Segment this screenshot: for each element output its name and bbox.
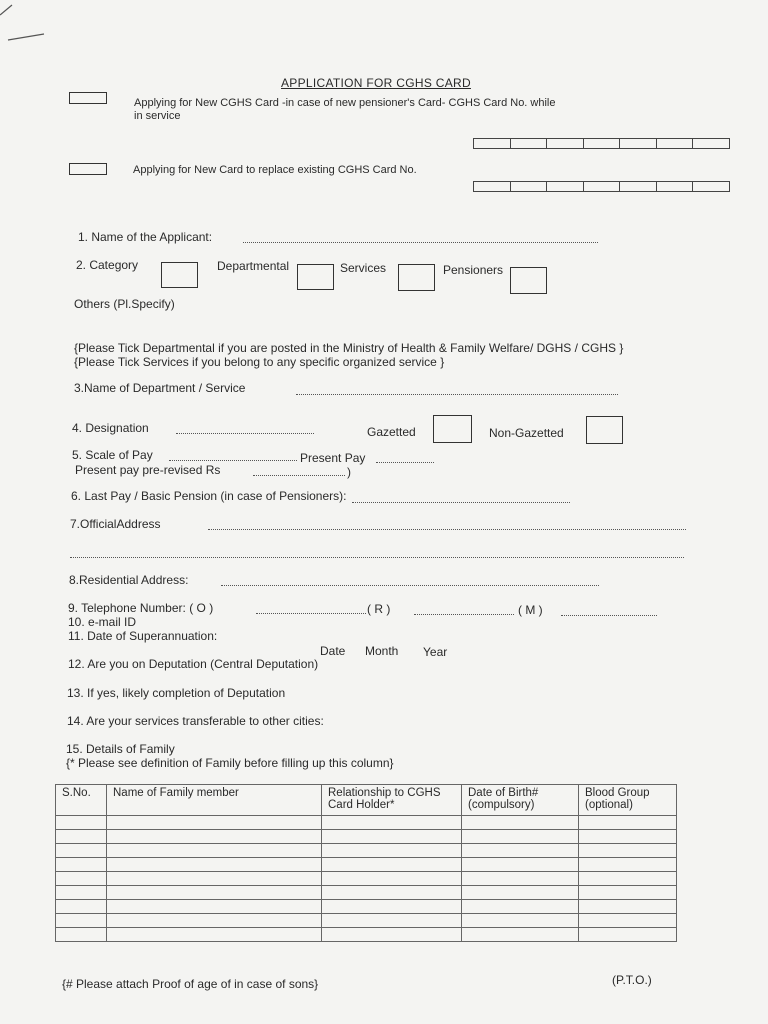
pre-revised-pay-input[interactable] [253, 475, 345, 476]
col-sno: S.No. [56, 785, 107, 816]
cat-services: Services [340, 261, 387, 275]
category-box-1[interactable] [161, 262, 198, 288]
q8-label: 8.Residential Address: [69, 573, 189, 587]
residential-address-input[interactable] [221, 585, 599, 586]
q2-label: 2. Category [76, 258, 139, 272]
table-row[interactable] [56, 844, 677, 858]
scan-mark-icon [0, 0, 60, 50]
q5a-label: 5. Scale of Pay [72, 448, 153, 462]
replace-card-checkbox[interactable] [69, 163, 107, 175]
q15-label: 15. Details of Family [66, 742, 175, 756]
table-row[interactable] [56, 816, 677, 830]
table-row[interactable] [56, 858, 677, 872]
official-address-input-2[interactable] [70, 557, 684, 558]
name-input[interactable] [243, 242, 598, 243]
q14-label: 14. Are your services transferable to other cities: [67, 714, 324, 728]
table-row[interactable] [56, 928, 677, 942]
table-row[interactable] [56, 914, 677, 928]
cat-others: Others (Pl.Specify) [74, 297, 175, 311]
q5b-label: Present pay pre-revised Rs [75, 463, 221, 477]
table-row[interactable] [56, 886, 677, 900]
services-checkbox[interactable] [398, 264, 435, 291]
form-title: APPLICATION FOR CGHS CARD [281, 76, 471, 90]
cat-pensioners: Pensioners [443, 263, 504, 277]
col-relationship: Relationship to CGHS Card Holder* [322, 785, 462, 816]
tel-r-label: ( R ) [367, 602, 391, 616]
departmental-checkbox[interactable] [297, 264, 334, 290]
note-services: {Please Tick Services if you belong to any specific organized service } [74, 355, 445, 369]
year-label: Year [423, 645, 448, 659]
q4-label: 4. Designation [72, 421, 149, 435]
tel-m-label: ( M ) [518, 603, 543, 617]
cat-departmental: Departmental [217, 259, 290, 273]
table-row[interactable] [56, 900, 677, 914]
option-new-text-2: in service [134, 110, 181, 122]
last-pay-input[interactable] [352, 502, 570, 503]
col-dob: Date of Birth# (compulsory) [462, 785, 579, 816]
non-gazetted-label: Non-Gazetted [489, 426, 564, 440]
gazetted-checkbox[interactable] [433, 415, 472, 443]
option-new-text: Applying for New CGHS Card -in case of new pensioner's Card- CGHS Card No. while [134, 97, 556, 109]
department-input[interactable] [296, 394, 618, 395]
official-address-input[interactable] [208, 529, 686, 530]
family-table [55, 784, 677, 942]
q12-label: 12. Are you on Deputation (Central Deputation) [68, 657, 319, 671]
col-name: Name of Family member [107, 785, 322, 816]
pensioners-checkbox[interactable] [510, 267, 547, 294]
existing-card-number-field[interactable] [473, 181, 730, 192]
new-card-checkbox[interactable] [69, 92, 107, 104]
cghs-card-number-field[interactable] [473, 138, 730, 149]
present-pay-input[interactable] [376, 462, 434, 463]
q13-label: 13. If yes, likely completion of Deputation [67, 686, 286, 700]
q11-label: 11. Date of Superannuation: [68, 629, 218, 643]
note-departmental: {Please Tick Departmental if you are posted in the Ministry of Health & Family Welfare/ DGHS / CGHS } [74, 341, 624, 355]
q5b-close: ) [347, 465, 351, 479]
designation-input[interactable] [176, 433, 314, 434]
q9-label: 9. Telephone Number: ( O ) [68, 601, 214, 615]
present-pay-label: Present Pay [300, 451, 366, 465]
non-gazetted-checkbox[interactable] [586, 416, 623, 444]
q3-label: 3.Name of Department / Service [74, 381, 246, 395]
telephone-office-input[interactable] [256, 613, 366, 614]
telephone-residence-input[interactable] [414, 614, 514, 615]
q10-label: 10. e-mail ID [68, 615, 137, 629]
scale-of-pay-input[interactable] [169, 460, 297, 461]
month-label: Month [365, 644, 399, 658]
footer-note: {# Please attach Proof of age of in case of sons} [62, 977, 319, 991]
q7-label: 7.OfficialAddress [70, 517, 161, 531]
table-row[interactable] [56, 830, 677, 844]
q15-note: {* Please see definition of Family before filling up this column} [66, 756, 394, 770]
q1-label: 1. Name of the Applicant: [78, 230, 213, 244]
q6-label: 6. Last Pay / Basic Pension (in case of Pensioners): [71, 489, 347, 503]
col-blood-group: Blood Group (optional) [579, 785, 677, 816]
table-row[interactable] [56, 872, 677, 886]
telephone-mobile-input[interactable] [561, 615, 657, 616]
date-label: Date [320, 644, 346, 658]
option-replace-text: Applying for New Card to replace existing CGHS Card No. [133, 164, 417, 176]
pto-label: (P.T.O.) [612, 973, 652, 987]
gazetted-label: Gazetted [367, 425, 416, 439]
